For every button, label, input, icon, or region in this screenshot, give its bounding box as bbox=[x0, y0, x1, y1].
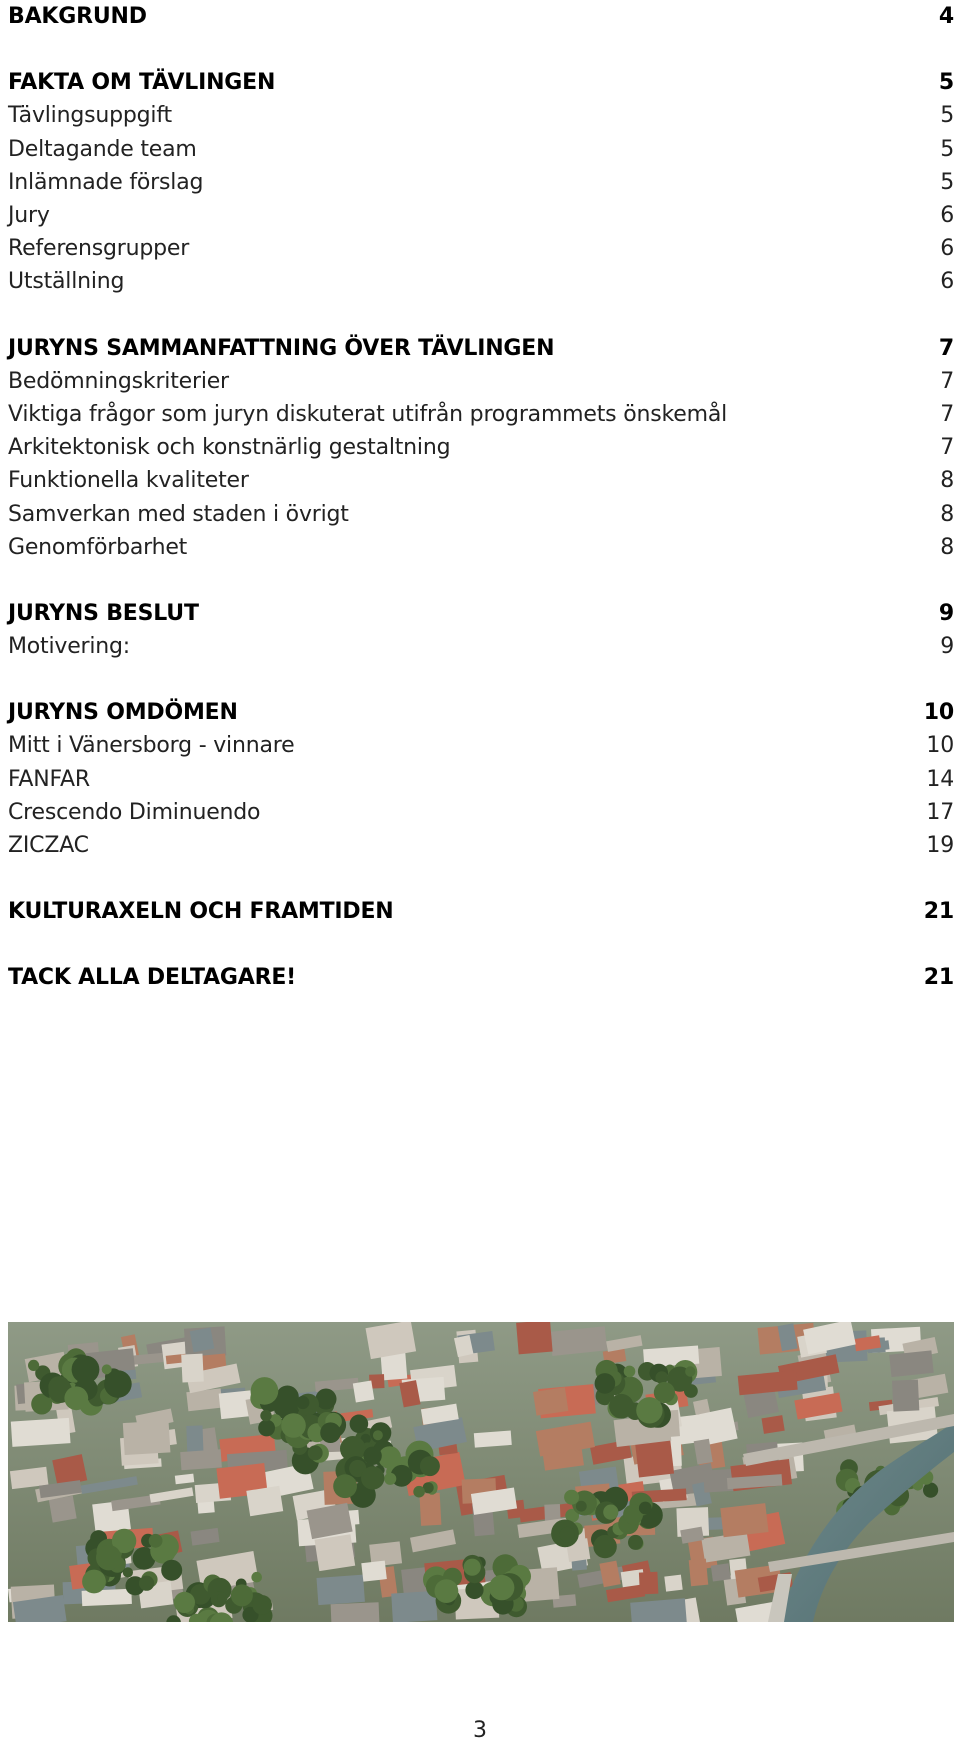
toc-entry[interactable] bbox=[8, 133, 954, 166]
toc-entry-page: 9 bbox=[938, 600, 954, 626]
toc-entry-label: JURYNS SAMMANFATTNING ÖVER TÄVLINGEN bbox=[8, 335, 555, 361]
toc-entry[interactable] bbox=[8, 763, 954, 796]
toc-entry[interactable] bbox=[8, 431, 954, 464]
toc-heading[interactable] bbox=[8, 0, 954, 33]
toc-entry-label: JURYNS OMDÖMEN bbox=[8, 700, 238, 726]
aerial-city-photo bbox=[8, 1322, 954, 1622]
toc-section bbox=[8, 961, 954, 994]
toc-entry[interactable] bbox=[8, 232, 954, 265]
toc-entry-label: Arkitektonisk och konstnärlig gestaltning bbox=[8, 435, 451, 461]
toc-entry-label: Mitt i Vänersborg - vinnare bbox=[8, 733, 295, 759]
toc-entry-label: Samverkan med staden i övrigt bbox=[8, 501, 349, 527]
toc-section bbox=[8, 332, 954, 564]
toc-section bbox=[8, 696, 954, 862]
toc-heading[interactable] bbox=[8, 895, 954, 928]
toc-entry[interactable] bbox=[8, 265, 954, 298]
toc-entry[interactable] bbox=[8, 166, 954, 199]
toc-entry-label: Inlämnade förslag bbox=[8, 169, 204, 195]
toc-entry-page: 7 bbox=[940, 401, 954, 427]
toc-entry-page: 10 bbox=[926, 733, 954, 759]
toc-entry-page: 17 bbox=[926, 799, 954, 825]
toc-entry-page: 8 bbox=[940, 468, 954, 494]
toc-entry-page: 6 bbox=[940, 269, 954, 295]
toc-entry-page: 21 bbox=[923, 899, 954, 925]
toc-entry[interactable] bbox=[8, 630, 954, 663]
toc-entry-page: 8 bbox=[940, 534, 954, 560]
toc-entry-page: 7 bbox=[940, 435, 954, 461]
toc-entry-page: 5 bbox=[940, 169, 954, 195]
toc-entry-page: 10 bbox=[923, 700, 954, 726]
toc-entry[interactable] bbox=[8, 464, 954, 497]
toc-entry-label: BAKGRUND bbox=[8, 4, 147, 30]
toc-entry[interactable] bbox=[8, 531, 954, 564]
toc-entry[interactable] bbox=[8, 796, 954, 829]
toc-entry-label: TACK ALLA DELTAGARE! bbox=[8, 965, 297, 991]
toc-entry-page: 5 bbox=[940, 103, 954, 129]
toc-heading[interactable] bbox=[8, 597, 954, 630]
toc-section bbox=[8, 895, 954, 928]
toc-entry-label: Tävlingsuppgift bbox=[8, 103, 172, 129]
toc-entry-label: Jury bbox=[8, 203, 50, 229]
toc-entry[interactable] bbox=[8, 829, 954, 862]
toc-entry-page: 7 bbox=[938, 335, 954, 361]
toc-entry[interactable] bbox=[8, 497, 954, 530]
toc-entry-page: 9 bbox=[940, 634, 954, 660]
toc-entry[interactable] bbox=[8, 199, 954, 232]
toc-section bbox=[8, 597, 954, 663]
toc-section bbox=[8, 66, 954, 298]
toc-entry[interactable] bbox=[8, 398, 954, 431]
toc-entry-label: KULTURAXELN OCH FRAMTIDEN bbox=[8, 899, 394, 925]
toc-entry-label: Referensgrupper bbox=[8, 236, 190, 262]
toc-entry-page: 14 bbox=[926, 766, 954, 792]
toc-heading[interactable] bbox=[8, 696, 954, 729]
toc-entry-page: 5 bbox=[940, 136, 954, 162]
toc-heading[interactable] bbox=[8, 961, 954, 994]
toc-entry-label: Motivering: bbox=[8, 634, 131, 660]
toc-entry-page: 8 bbox=[940, 501, 954, 527]
page-number: 3 bbox=[473, 1718, 487, 1743]
toc-entry-label: Utställning bbox=[8, 269, 125, 295]
table-of-contents bbox=[8, 0, 954, 1028]
toc-entry-page: 5 bbox=[938, 70, 954, 96]
toc-entry-label: Genomförbarhet bbox=[8, 534, 188, 560]
toc-entry-page: 6 bbox=[940, 236, 954, 262]
toc-entry-label: Viktiga frågor som juryn diskuterat utifrån programmets önskemål bbox=[8, 401, 728, 427]
toc-entry-page: 6 bbox=[940, 203, 954, 229]
toc-entry[interactable] bbox=[8, 729, 954, 762]
toc-entry-label: Deltagande team bbox=[8, 136, 197, 162]
toc-heading[interactable] bbox=[8, 66, 954, 99]
toc-section bbox=[8, 0, 954, 33]
toc-entry-label: JURYNS BESLUT bbox=[8, 600, 199, 626]
toc-entry-label: Crescendo Diminuendo bbox=[8, 799, 261, 825]
toc-entry[interactable] bbox=[8, 365, 954, 398]
toc-heading[interactable] bbox=[8, 332, 954, 365]
toc-entry[interactable] bbox=[8, 99, 954, 132]
toc-entry-page: 21 bbox=[923, 965, 954, 991]
toc-entry-label: Bedömningskriterier bbox=[8, 368, 229, 394]
toc-entry-page: 4 bbox=[938, 4, 954, 30]
toc-entry-label: FANFAR bbox=[8, 766, 90, 792]
toc-entry-label: FAKTA OM TÄVLINGEN bbox=[8, 70, 276, 96]
toc-entry-page: 19 bbox=[926, 833, 954, 859]
toc-entry-page: 7 bbox=[940, 368, 954, 394]
toc-entry-label: ZICZAC bbox=[8, 833, 89, 859]
toc-entry-label: Funktionella kvaliteter bbox=[8, 468, 249, 494]
